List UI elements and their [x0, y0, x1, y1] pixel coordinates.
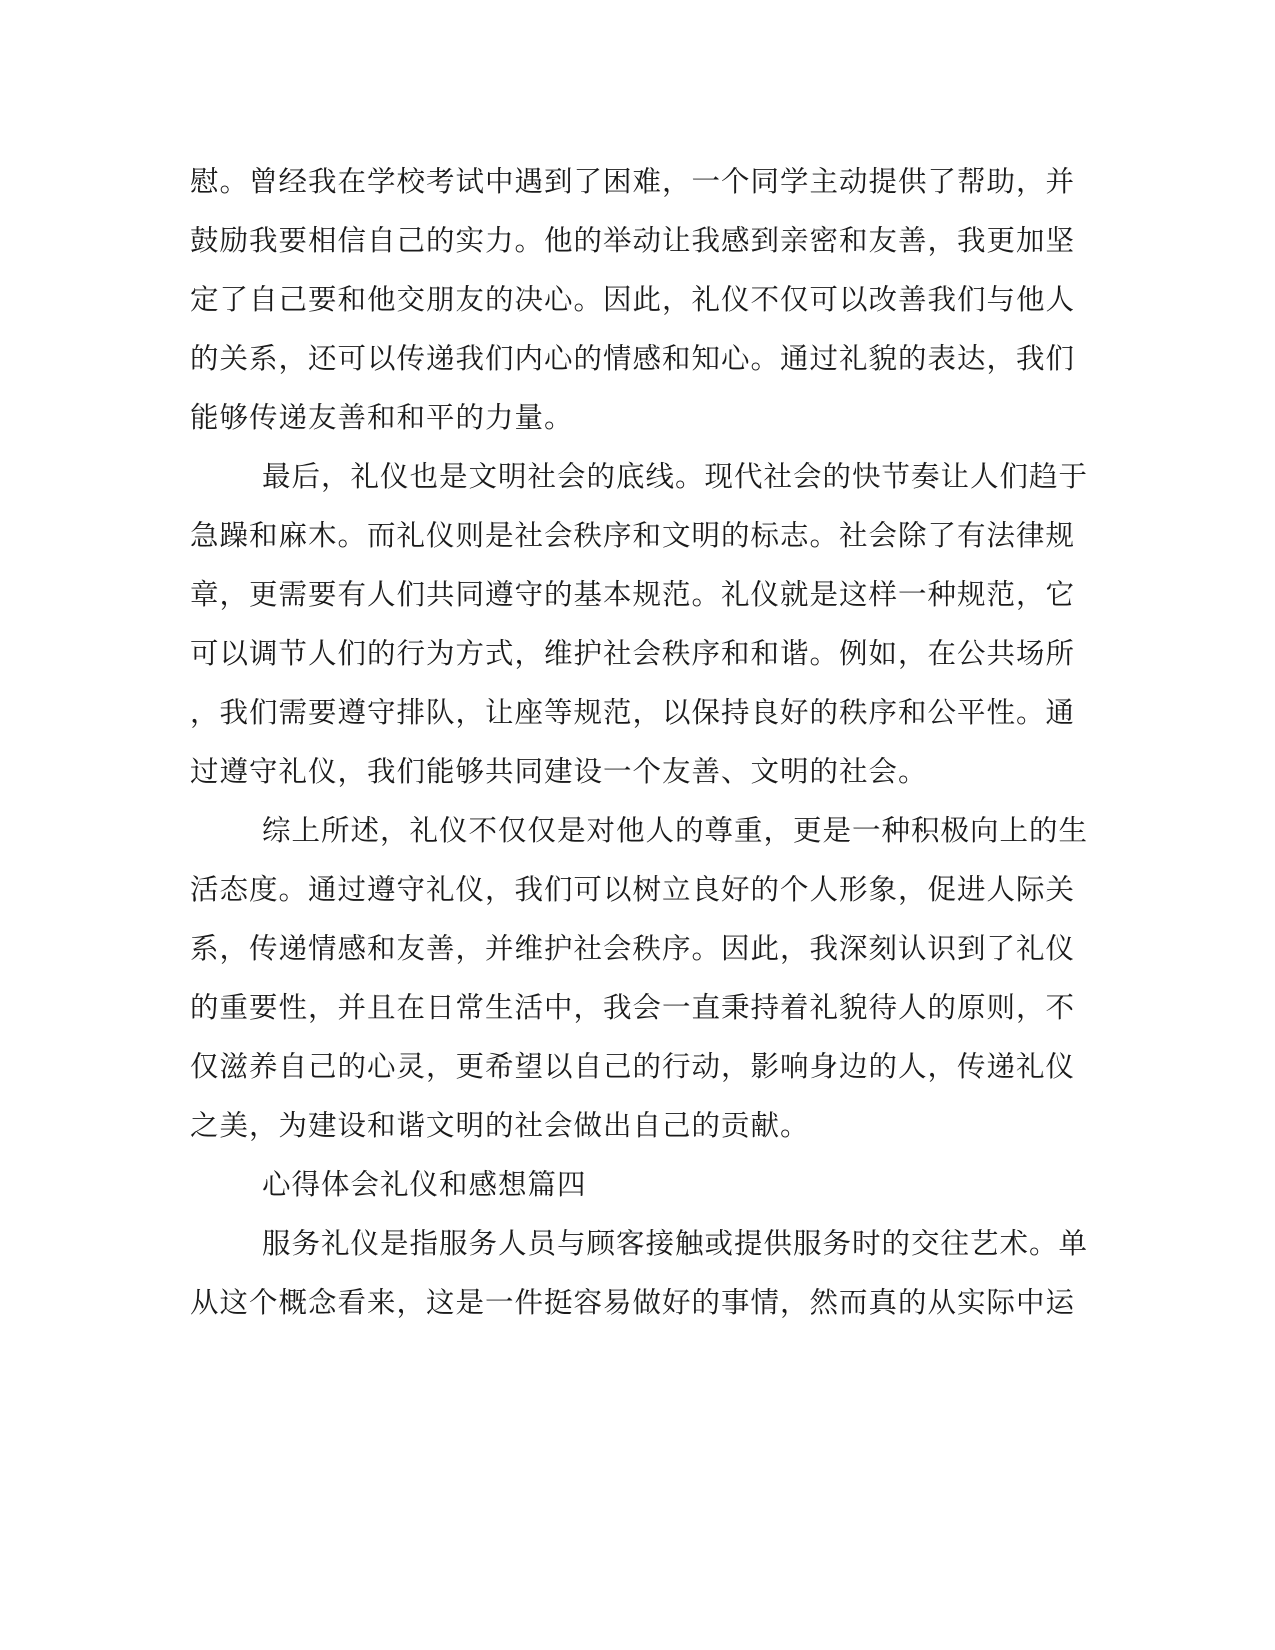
paragraph-first-line: 最后，礼仪也是文明社会的底线。现代社会的快节奏让人们趋于: [262, 460, 1089, 493]
text-line: 活态度。通过遵守礼仪，我们可以树立良好的个人形象，促进人际关: [190, 873, 1076, 906]
text-line: 能够传递友善和和平的力量。: [190, 401, 574, 434]
text-line: 定了自己要和他交朋友的决心。因此，礼仪不仅可以改善我们与他人: [190, 283, 1076, 316]
text-line: 急躁和麻木。而礼仪则是社会秩序和文明的标志。社会除了有法律规: [190, 519, 1076, 552]
text-line: 慰。曾经我在学校考试中遇到了困难，一个同学主动提供了帮助，并: [190, 165, 1076, 198]
text-line: 过遵守礼仪，我们能够共同建设一个友善、文明的社会。: [190, 755, 928, 788]
section-heading: 心得体会礼仪和感想篇四: [262, 1168, 587, 1201]
text-line: 系，传递情感和友善，并维护社会秩序。因此，我深刻认识到了礼仪: [190, 932, 1076, 965]
text-line: 的关系，还可以传递我们内心的情感和知心。通过礼貌的表达，我们: [190, 342, 1076, 375]
text-line: 从这个概念看来，这是一件挺容易做好的事情，然而真的从实际中运: [190, 1286, 1076, 1319]
text-line: 仅滋养自己的心灵，更希望以自己的行动，影响身边的人，传递礼仪: [190, 1050, 1076, 1083]
text-line: 鼓励我要相信自己的实力。他的举动让我感到亲密和友善，我更加坚: [190, 224, 1076, 257]
text-line: 章，更需要有人们共同遵守的基本规范。礼仪就是这样一种规范，它: [190, 578, 1076, 611]
paragraph-first-line: 综上所述，礼仪不仅仅是对他人的尊重，更是一种积极向上的生: [262, 814, 1089, 847]
text-line: 可以调节人们的行为方式，维护社会秩序和和谐。例如，在公共场所: [190, 637, 1076, 670]
text-line: ，我们需要遵守排队，让座等规范，以保持良好的秩序和公平性。通: [190, 696, 1076, 729]
paragraph-first-line: 服务礼仪是指服务人员与顾客接触或提供服务时的交往艺术。单: [262, 1227, 1089, 1260]
text-line: 之美，为建设和谐文明的社会做出自己的贡献。: [190, 1109, 810, 1142]
text-line: 的重要性，并且在日常生活中，我会一直秉持着礼貌待人的原则，不: [190, 991, 1076, 1024]
